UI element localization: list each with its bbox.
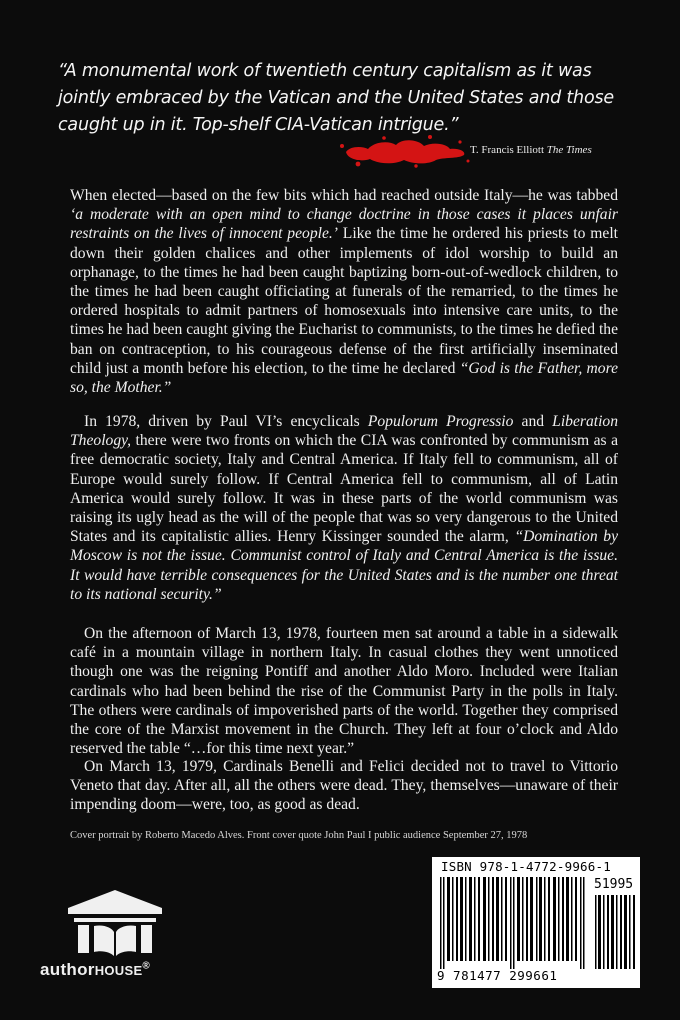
p1-quote-2: “God is the Father, more so, the Mother.” <box>70 359 618 397</box>
publisher-name <box>40 960 150 980</box>
paragraph-4: On March 13, 1979, Cardinals Benelli and Felici decided not to travel to Vittorio Veneto that day. After all, all the others were dead. They, themselves—unaware of their impending doom—were, too, as good as dead. <box>70 758 618 814</box>
blurb-quote: “A monumental work of twentieth century capitalism as it was jointly embraced by the Vatican and the United States and those caught up in it. Top-shelf CIA-Vatican intrigue.” <box>58 61 614 135</box>
publisher-name-a: author <box>40 960 95 979</box>
p2-e: there were two fronts on which the CIA was confronted by communism as a free democratic society, Italy and Central America. If Italy fell to communism, all of Europe would surely follow. If Central America fell to communism, all of Latin America would surely follow. It was in these parts of the world communism was raising its ugly head as the will of the people that was so very dangerous to the United States and its capitalistic allies. Henry Kissinger sounded the alarm, <box>70 432 618 546</box>
p2-d: Liberation Theology, <box>70 413 619 450</box>
paragraph-2 <box>70 412 618 604</box>
p2-f: “Domination by Moscow is not the issue. Communist control of Italy and Central America is the issue. It would have terrible consequences for the United States and is the number one threat to its national security.” <box>70 528 618 603</box>
p2-a: In 1978, driven by Paul VI’s encyclicals <box>84 413 368 430</box>
house-book-icon <box>60 888 170 960</box>
barcode <box>432 857 640 988</box>
p2-b: Populorum Progressio <box>367 413 514 430</box>
blood-splatter-graphic <box>340 134 470 168</box>
registered-mark: ® <box>142 960 151 972</box>
addon-price-code: 51995 <box>594 877 634 892</box>
attribution-author: T. Francis Elliott <box>470 144 545 156</box>
paragraph-1 <box>70 186 618 397</box>
p1-text-b: Like the time he ordered his priests to melt down their golden chalices and other implements of idol worship to build an orphanage, to the times he had been caught baptizing born-out-of-wedlock children, to the times he had been caught officiating at funerals of the remarried, to the times he ordered hospitals to admit partners of homosexuals into intensive care units, to the times he had been caught giving the Eucharist to communists, to the times he defied the ban on contraception, to his courageous defense of the first artificially inseminated child just a month before his election, to the time he declared <box>70 225 618 377</box>
blurb-attribution <box>470 144 592 156</box>
ean-barcode <box>438 877 590 969</box>
p1-quote: ‘a moderate with an open mind to change doctrine in those cases it places unfair restraints on the lives of innocent people.’ <box>70 206 618 243</box>
p1-text-a: When elected—based on the few bits which had reached outside Italy—he was tabbed <box>70 187 618 204</box>
ean-number: 9 781477 299661 <box>437 968 558 983</box>
cover-credits: Cover portrait by Roberto Macedo Alves. Front cover quote John Paul I public audience September 27, 1978 <box>70 830 528 841</box>
attribution-publication: The Times <box>546 144 592 156</box>
paragraph-3: On the afternoon of March 13, 1978, fourteen men sat around a table in a sidewalk café in a mountain village in northern Italy. In casual clothes they went unnoticed though one was the reigning Pontiff and another Aldo Moro. Included were Italian cardinals who had been behind the rise of the Communist Party in the polls in Italy. The others were cardinals of impoverished parts of the world. Together they comprised the core of the Marxist movement in the Church. They left at four o’clock and Aldo reserved the table “…for this time next year.” <box>70 625 618 758</box>
addon-barcode <box>594 895 636 969</box>
p2-c: and <box>513 413 553 430</box>
publisher-name-b: HOUSE <box>94 963 143 978</box>
isbn-label: ISBN 978-1-4772-9966-1 <box>441 859 611 874</box>
